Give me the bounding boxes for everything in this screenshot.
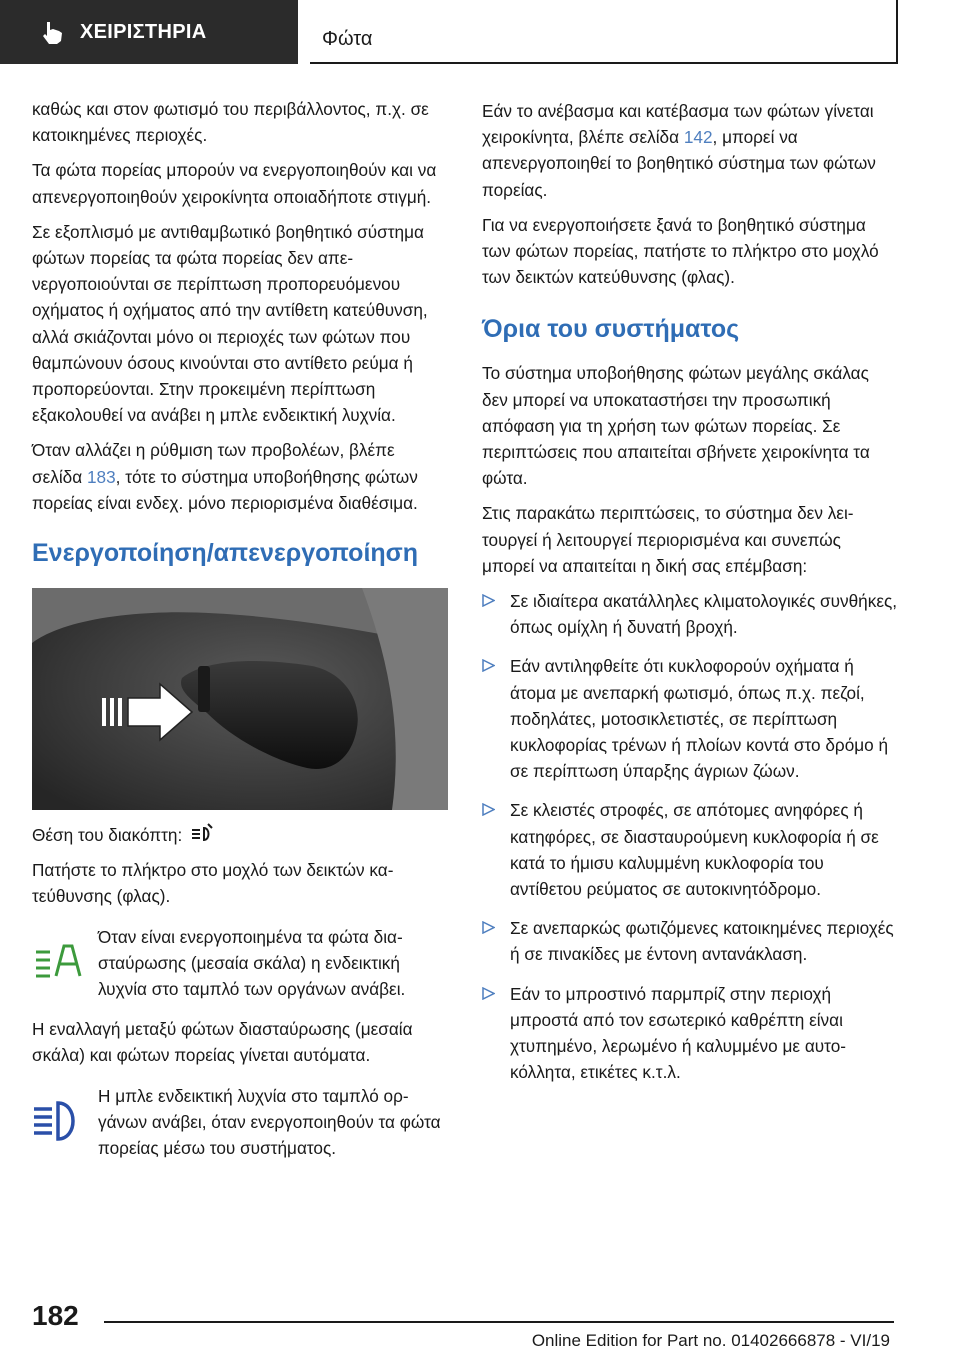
right-column xyxy=(482,98,898,1099)
triangle-bullet-icon xyxy=(482,921,495,934)
list-item-text: Εάν αντιληφθείτε ότι κυκλοφορούν οχήματα ή άτομα με ανεπαρκή φωτισμό, όπως π.χ. πεζοί, ποδηλάτες, μοτοσικλετιστές, σε περίπτωση κυκλοφορίας τρένων ή πλοίων κοντά στο δρόμο ή σε περίπτωση ύπαρξης άγριων ζώων. xyxy=(510,656,889,782)
section-heading: Όρια του συστήματος xyxy=(482,315,740,344)
page-link-183[interactable]: 183 xyxy=(86,466,116,487)
text: Θέση του διακόπτη: xyxy=(32,825,183,846)
list-item xyxy=(482,588,898,640)
paragraph: Πατήστε το πλήκτρο στο μοχλό των δεικτών κατεύθυνσης (φλας). xyxy=(32,860,394,907)
limitations-list xyxy=(482,588,898,1085)
paragraph: Σε εξοπλισμό με αντιθαμβωτικό βοηθητικό σύστημα φώτων πορείας τα φώτα πορείας δεν απενεργοποιούνται σε περίπτωση προπορευόμενου οχήματος ή οχήματος από την αντίθετη κατεύθυνση, αλλά σκιάζονται μόνο οι περιοχές των φώτων που θαμπώνουν όσους κινούνται στο αντίθετο ρεύμα ή προπορεύονται. Στην προκειμένη περίπτωση εξακολουθεί να ανάβει η μπλε ενδεικτική λυχνία. xyxy=(32,221,428,426)
text: , μπορεί να απενεργοποιηθεί το βοηθητικό σύστημα των φώτων πορείας. xyxy=(482,127,876,200)
list-item-text: Εάν το μπροστινό παρμπρίζ στην περιοχή μπροστά από τον εσωτερικό καθρέπτη είναι χτυπημένο, λερωμένο ή καλυμμένο με αυτοκόλλητα, ετικέτες κ.τ.λ. xyxy=(510,983,846,1083)
left-column xyxy=(32,96,448,1175)
page-header xyxy=(0,0,960,64)
note-text: Όταν είναι ενεργοποιημένα τα φώτα διασταύρωσης (μεσαία σκάλα) η ενδεικτική λυχνία στο ταμπλό των οργάνων ανάβει. xyxy=(98,926,406,1000)
page-link-142[interactable]: 142 xyxy=(683,127,713,148)
blue-high-beam-indicator-icon xyxy=(32,1097,82,1147)
text: , τότε το σύστημα υποβοήθησης φώτων πορείας είναι ενδεχ. μόνο περιορισμένα διαθέσιμα. xyxy=(32,466,418,513)
paragraph xyxy=(482,98,898,203)
page-number: 182 xyxy=(32,1300,79,1331)
triangle-bullet-icon xyxy=(482,659,495,672)
paragraph xyxy=(32,437,448,516)
high-beam-assistant-icon xyxy=(190,822,214,846)
paragraph: Το σύστημα υποβοήθησης φώτων μεγάλης σκάλας δεν μπορεί να υποκαταστήσει την προσωπική απόφαση για τη χρήση των φώτων πορείας. Σε περιπτώσεις που απαιτείται σβήνετε χειροκίνητα τα φώτα. xyxy=(482,363,870,489)
list-item-text: Σε ιδιαίτερα ακατάλληλες κλιματολογικές συνθήκες, όπως ομίχλη ή δυνατή βροχή. xyxy=(510,591,898,638)
footer-divider xyxy=(104,1321,894,1323)
indicator-note-blue xyxy=(32,1083,448,1162)
list-item-text: Σε ανεπαρκώς φωτιζόμενες κατοικημένες περιοχές ή σε πινακίδες με έντονη αντανάκλαση. xyxy=(510,918,894,965)
paragraph: Για να ενεργοποιήσετε ξανά το βοηθητικό σύστημα των φώτων πορείας, πατήστε το πλήκτρο στο μοχλό των δεικτών κατεύθυνσης (φλας). xyxy=(482,214,879,288)
paragraph: καθώς και στον φωτισμό του περιβάλλοντος, π.χ. σε κατοικημένες περιοχές. xyxy=(32,99,429,146)
chapter-tab-label: ΧΕΙΡΙΣΤΗΡΙΑ xyxy=(80,20,207,43)
paragraph: Τα φώτα πορείας μπορούν να ενεργοποιηθούν και να απενεργοποιηθούν χειροκίνητα οποιαδήποτε στιγμή. xyxy=(32,160,437,207)
text: Εάν το ανέβασμα και κατέβασμα των φώτων γίνεται χειροκίνητα, βλέπε σελίδα xyxy=(482,101,874,148)
triangle-bullet-icon xyxy=(482,803,495,816)
switch-position-line xyxy=(32,822,448,848)
turn-signal-lever-photo xyxy=(32,588,448,810)
list-item xyxy=(482,653,898,784)
chapter-tab[interactable] xyxy=(0,0,298,64)
list-item xyxy=(482,797,898,902)
section-title: Φώτα xyxy=(310,0,898,64)
section-heading: Ενεργοποίηση/απενεργοποίηση xyxy=(32,539,419,568)
text: Όταν αλλάζει η ρύθμιση των προβολέων, βλέπε σελίδα xyxy=(32,440,395,487)
hand-pointer-icon xyxy=(38,18,66,46)
paragraph: Η εναλλαγή μεταξύ φώτων διασταύρωσης (μεσαία σκάλα) και φώτων πορείας γίνεται αυτόματα. xyxy=(32,1019,413,1066)
paragraph: Στις παρακάτω περιπτώσεις, το σύστημα δεν λειτουργεί ή λειτουργεί περιορισμένα και συνεπώς μπορεί να απαιτείται η δική σας επέμβαση: xyxy=(482,503,854,576)
note-text: Η μπλε ενδεικτική λυχνία στο ταμπλό οργάνων ανάβει, όταν ενεργοποιηθούν τα φώτα πορείας μέσω του συστήματος. xyxy=(98,1085,441,1159)
indicator-note-green xyxy=(32,924,448,1003)
triangle-bullet-icon xyxy=(482,987,495,1000)
triangle-bullet-icon xyxy=(482,594,495,607)
list-item-text: Σε κλειστές στροφές, σε απότομες ανηφόρες ή κατηφόρες, σε διασταυρούμενη κυκλοφορία ή σε κατά το ήμισυ καλυμμένη κυκλοφορία του αντίθετου ρεύματος σε αυτοκινητόδρομο. xyxy=(510,800,879,900)
edition-text: Online Edition for Part no. 01402666878 - VI/19 xyxy=(531,1331,890,1350)
green-indicator-light-icon xyxy=(32,938,82,988)
list-item xyxy=(482,915,898,967)
list-item xyxy=(482,981,898,1086)
